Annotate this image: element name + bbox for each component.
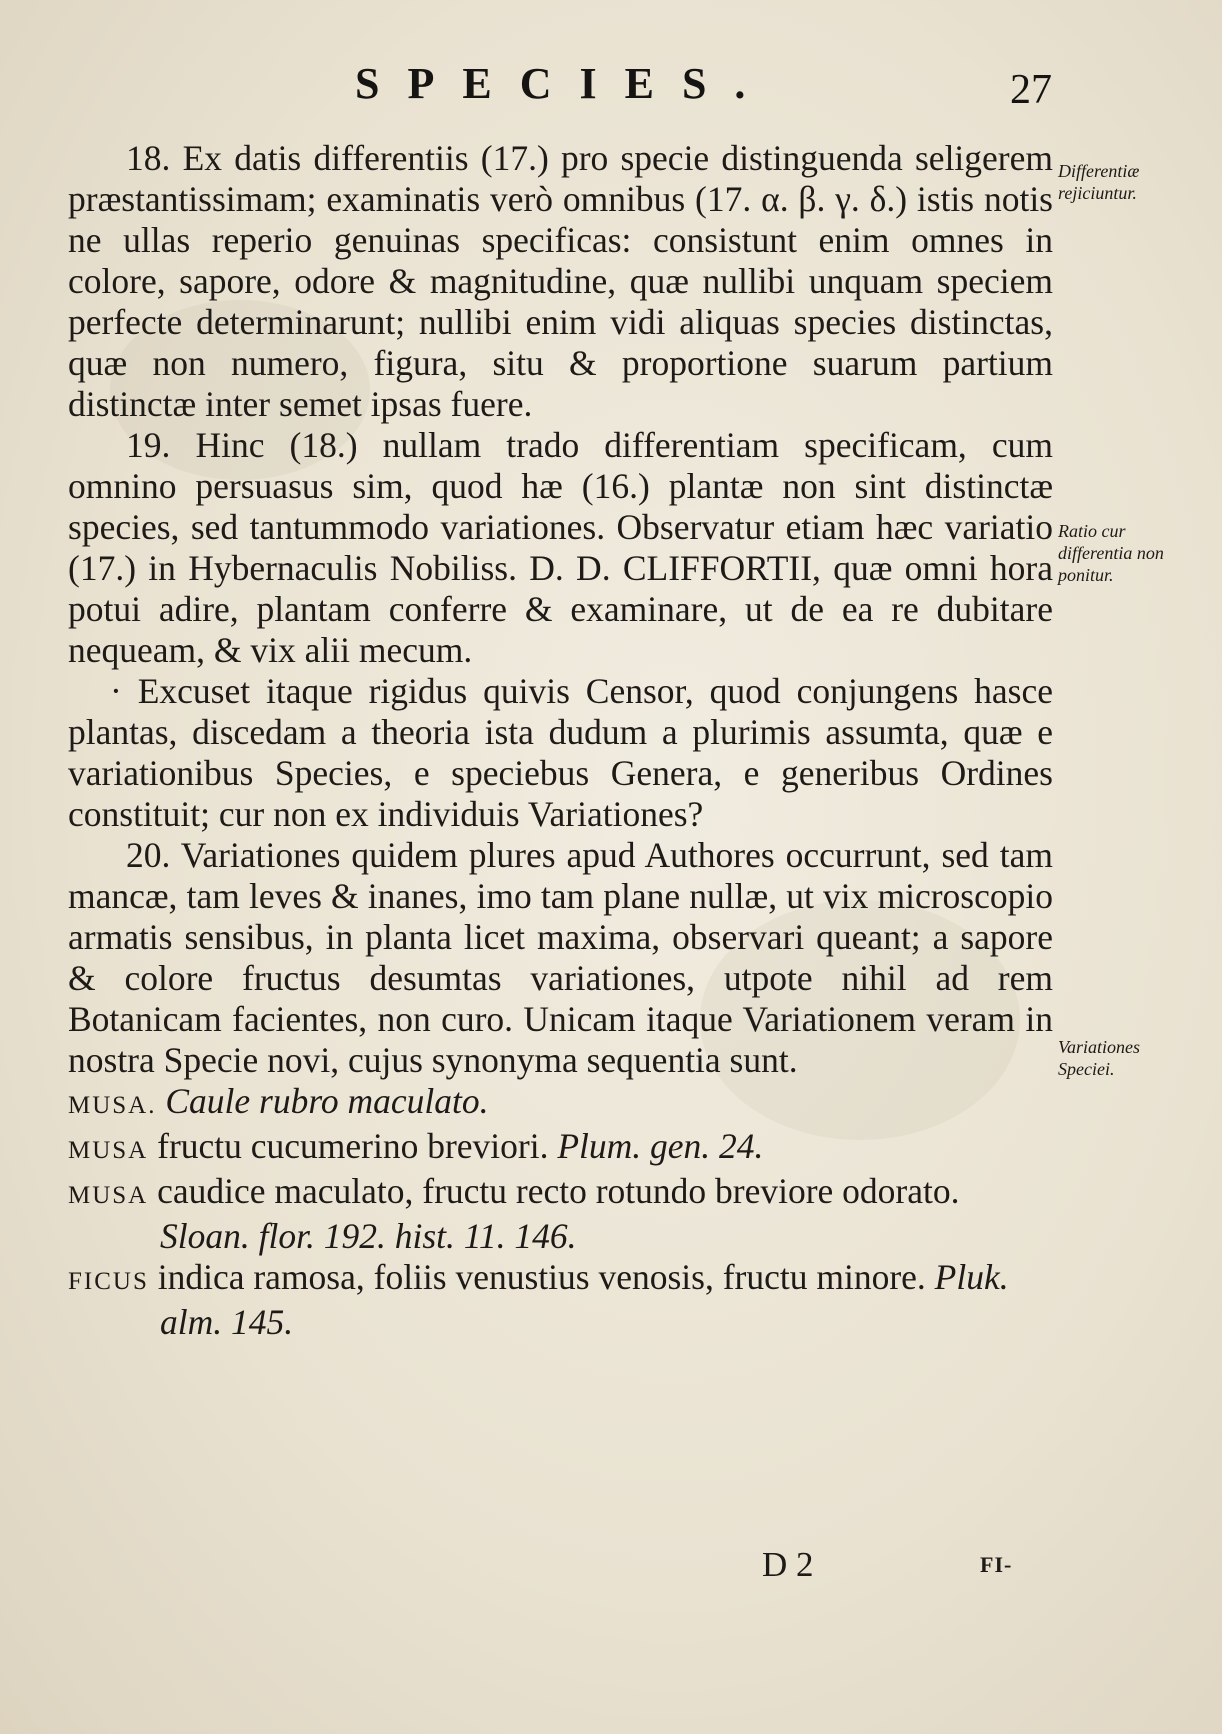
margin-note: Ratio cur differentia non ponitur. — [1058, 521, 1164, 585]
catchword: FI- — [980, 1552, 1013, 1577]
synonym-text: fructu cucumerino breviori. — [157, 1126, 549, 1166]
synonym-text: caudice maculato, fructu recto rotundo breviore odorato. — [157, 1171, 960, 1211]
margin-note: Variationes Speciei. — [1058, 1037, 1141, 1079]
paragraph-19: 19. Hinc (18.) nullam trado differentiam specificam, cum omnino persuasus sim, quod hæ (16.) plantæ non sint distinctæ species, sed tantummodo variationes. Observatur etiam hæc variatio (17.) in Hybernaculis Nobiliss. D. D. CLIFFORTII, quæ omni hora potui adire, plantam conferre & examinare, ut de ea re dubitare nequeam, & vix alii mecum. — [68, 425, 1053, 670]
page-body — [68, 138, 1053, 1343]
margin-note: Differentiæ rejiciuntur. — [1058, 161, 1140, 203]
synonym-genus: MUSA. — [68, 1092, 157, 1119]
paragraph-18: 18. Ex datis differentiis (17.) pro specie distinguenda seligerem præstantissimam; examinatis verò omnibus (17. α. β. γ. δ.) istis notis ne ullas reperio genuinas specificas: consistunt enim omnes in colore, sapore, odore & magnitudine, quæ nullibi unquam speciem perfecte determinarunt; nullibi enim vidi aliquas species distinctas, quæ non numero, figura, situ & proportione suarum partium distinctæ inter semet ipsas fuere. — [68, 138, 1053, 424]
synonym-genus: MUSA — [68, 1182, 149, 1209]
synonym-text: indica ramosa, foliis venustius venosis, fructu minore. — [157, 1257, 926, 1297]
synonym-entry — [68, 1171, 1053, 1257]
running-head: SPECIES. — [355, 59, 774, 108]
page-number: 27 — [1010, 67, 1052, 113]
synonym-reference: Pluk. alm. 145. — [160, 1257, 1009, 1342]
paragraph-19-continued: · Excuset itaque rigidus quivis Censor, quod conjungens hasce plantas, discedam a theoria ista dudum a plurimis assumta, quæ e variationibus Species, e speciebus Genera, e generibus Ordines constituit; cur non ex individuis Variationes? — [68, 671, 1053, 834]
synonym-genus: FICUS — [68, 1268, 149, 1295]
paragraph-20: 20. Variationes quidem plures apud Authores occurrunt, sed tam mancæ, tam leves & inanes, imo tam plane nullæ, ut vix microscopio armatis sensibus, in planta licet maxima, observari queant; a sapore & colore fructus desumtas variationes, utpote nihil ad rem Botanicam facientes, non curo. Unicam itaque Variationem veram in nostra Specie novi, cujus synonyma sequentia sunt. — [68, 835, 1053, 1080]
page-header — [0, 58, 1222, 118]
synonym-entry — [68, 1081, 1053, 1126]
signature-mark: D 2 — [762, 1545, 814, 1584]
synonym-text: Caule rubro maculato. — [165, 1081, 489, 1121]
synonym-genus: MUSA — [68, 1137, 149, 1164]
synonym-entry — [68, 1257, 1053, 1343]
synonym-reference: Plum. gen. 24. — [557, 1126, 764, 1166]
synonym-reference: Sloan. flor. 192. hist. 11. 146. — [160, 1216, 577, 1256]
synonym-entry — [68, 1126, 1053, 1171]
